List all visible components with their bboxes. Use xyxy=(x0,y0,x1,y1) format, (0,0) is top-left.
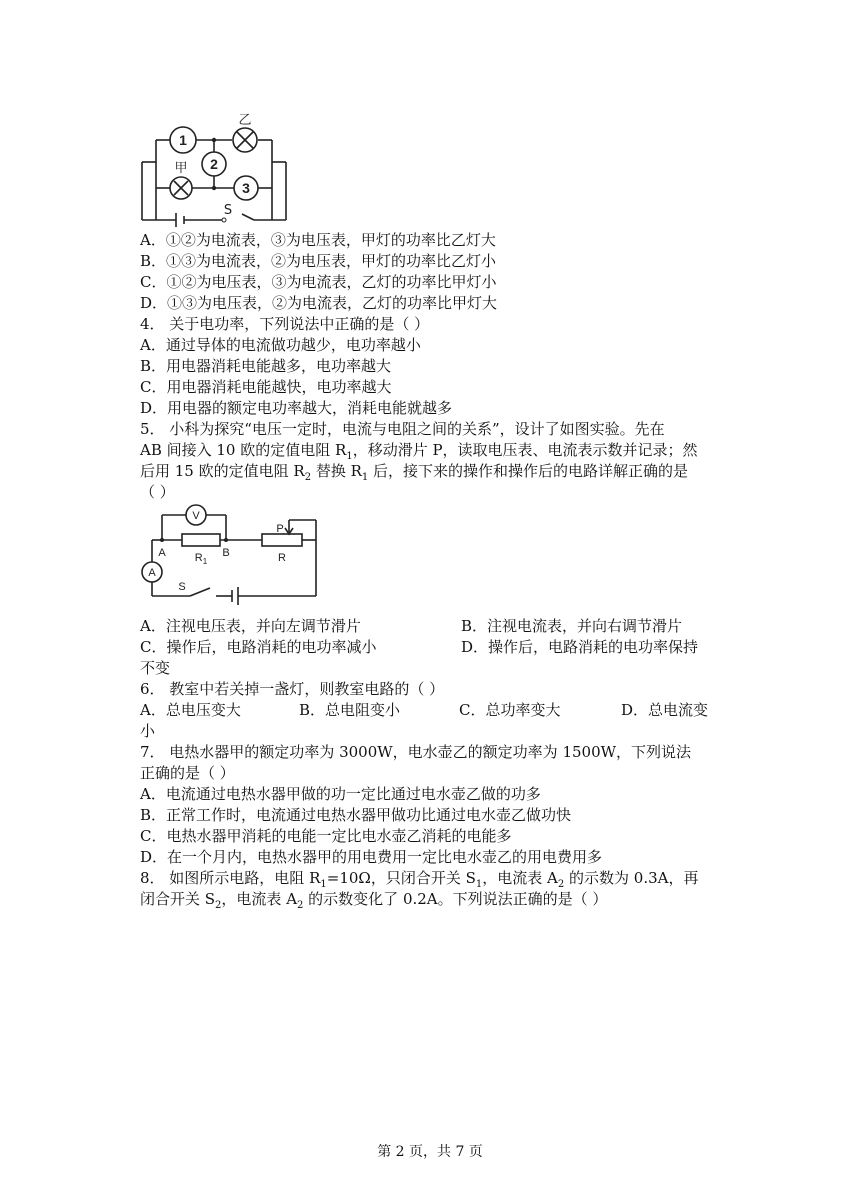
q3-option-b: B．①③为电流表，②为电压表，甲灯的功率比乙灯小 xyxy=(140,252,497,270)
point-b-label: B xyxy=(222,547,230,559)
rheostat-r-label: R xyxy=(278,552,286,564)
q7-stem-line1: 7． 电热水器甲的额定功率为 3000W，电水壶乙的额定功率为 1500W，下列说法 xyxy=(140,743,692,761)
q4-option-a: A．通过导体的电流做功越少，电功率越小 xyxy=(140,336,421,354)
q5-stem-line2: AB 间接入 10 欧的定值电阻 $R_1$，移动滑片 P，读取电压表、电流表示数并记录；然 xyxy=(140,441,698,462)
circuit-diagram-2 xyxy=(134,504,324,608)
circuit-diagram-1 xyxy=(134,110,294,228)
meter-3-label: 3 xyxy=(242,180,250,196)
q5-stem-line4: （ ） xyxy=(140,483,175,501)
q6-stem: 6． 教室中若关掉一盏灯，则教室电路的（ ） xyxy=(140,680,445,698)
q8-stem-line2: 闭合开关 $S_2$，电流表 $A_2$ 的示数变化了 0.2A。下列说法正确的是（ ） xyxy=(140,890,608,911)
lamp-yi-label: 乙 xyxy=(238,113,252,128)
q7-option-d: D．在一个月内，电热水器甲的用电费用一定比电水壶乙的用电费用多 xyxy=(140,848,603,866)
q5-stem-line3: 后用 15 欧的定值电阻 $R_2$ 替换 $R_1$ 后，接下来的操作和操作后的电路详解正确的是 xyxy=(140,462,689,483)
q6-option-a: A．总电压变大 xyxy=(140,701,241,719)
q5-stem-line1: 5． 小科为探究“电压一定时，电流与电阻之间的关系”，设计了如图实验。先在 xyxy=(140,420,665,438)
q5-option-d: D．操作后，电路消耗的电功率保持 xyxy=(461,638,699,656)
q6-option-d-cont: 小 xyxy=(140,722,156,740)
q4-option-c: C．用电器消耗电能越快，电功率越大 xyxy=(140,378,392,396)
q5-option-d-cont: 不变 xyxy=(140,659,171,677)
q5-option-c: C．操作后，电路消耗的电功率减小 xyxy=(140,638,377,656)
q5-option-b: B．注视电流表，并向右调节滑片 xyxy=(461,617,683,635)
q4-stem: 4． 关于电功率，下列说法中正确的是（ ） xyxy=(140,315,430,333)
page-footer: 第 2 页，共 7 页 xyxy=(377,1144,483,1160)
q3-option-d: D．①③为电压表，②为电流表，乙灯的功率比甲灯大 xyxy=(140,294,498,312)
point-a-label: A xyxy=(158,547,166,559)
q3-option-a: A．①②为电流表，③为电压表，甲灯的功率比乙灯大 xyxy=(140,231,496,249)
q7-option-a: A．电流通过电热水器甲做的功一定比通过电水壶乙做的功多 xyxy=(140,785,541,803)
meter-1-label: 1 xyxy=(179,132,187,148)
q4-option-d: D．用电器的额定电功率越大，消耗电能就越多 xyxy=(140,399,453,417)
q6-option-c: C．总功率变大 xyxy=(459,701,561,719)
q5-option-a: A．注视电压表，并向左调节滑片 xyxy=(140,617,361,635)
q7-stem-line2: 正确的是（ ） xyxy=(140,764,235,782)
switch-s-label: S xyxy=(178,581,186,593)
q7-option-c: C．电热水器甲消耗的电能一定比电水壶乙消耗的电能多 xyxy=(140,827,512,845)
meter-2-label: 2 xyxy=(210,156,218,172)
q6-option-d: D．总电流变 xyxy=(621,701,709,719)
switch-label: S xyxy=(223,203,233,218)
r1-label: $R_1$ xyxy=(194,552,208,566)
resistor-r1 xyxy=(182,534,220,546)
voltmeter-label: V xyxy=(192,510,200,522)
lamp-jia-label: 甲 xyxy=(174,161,188,176)
q4-option-b: B．用电器消耗电能越多，电功率越大 xyxy=(140,357,392,375)
q7-option-b: B．正常工作时，电流通过电热水器甲做功比通过电水壶乙做功快 xyxy=(140,806,572,824)
q6-option-b: B．总电阻变小 xyxy=(299,701,401,719)
q8-stem-line1: 8． 如图所示电路，电阻 $R_1=10\Omega$，只闭合开关 $S_1$，电流表 $A_2$ 的示数为 0.3A，再 xyxy=(140,869,699,890)
ammeter-label: A xyxy=(148,567,156,579)
slider-p-label: P xyxy=(276,523,284,535)
q3-option-c: C．①②为电压表，③为电流表，乙灯的功率比甲灯小 xyxy=(140,273,497,291)
rheostat-r xyxy=(262,534,302,546)
